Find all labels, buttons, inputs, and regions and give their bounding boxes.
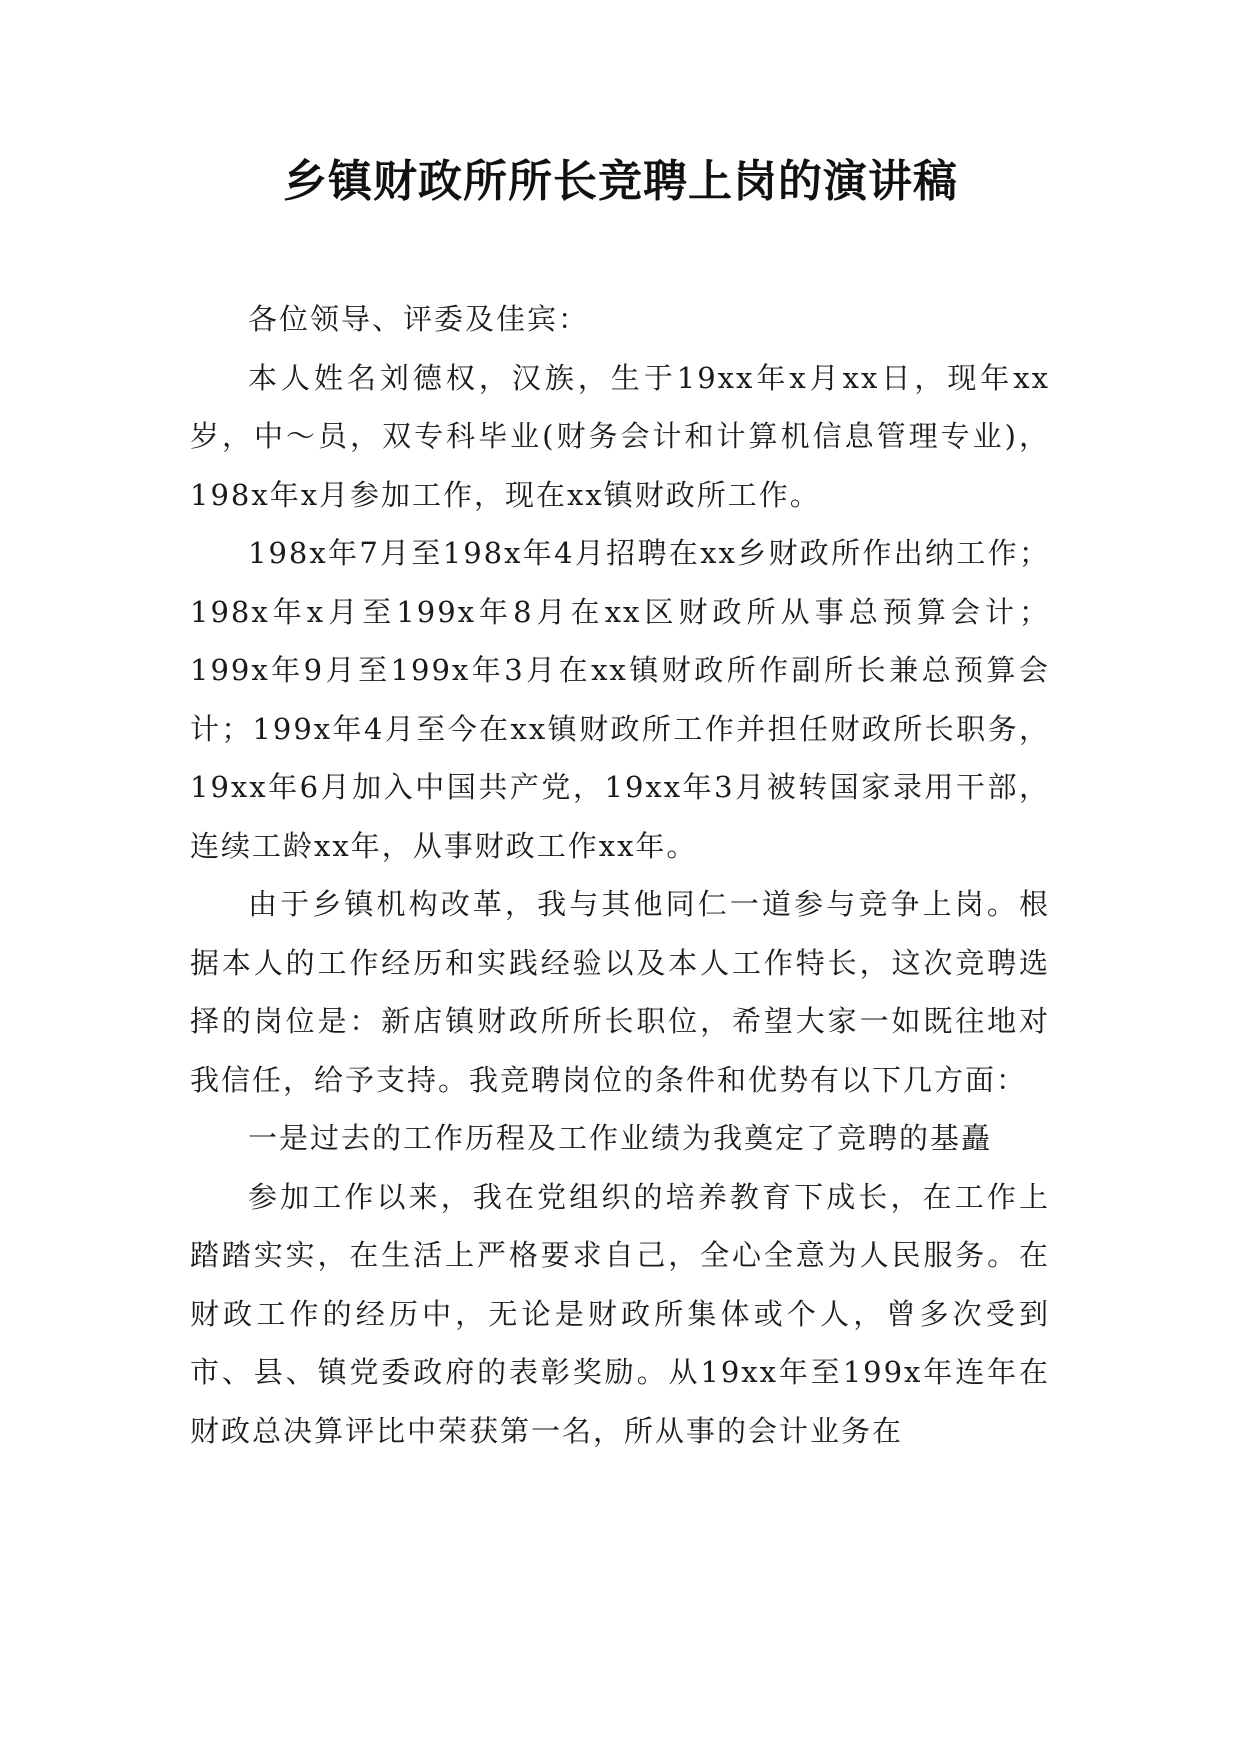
achievements-paragraph: 参加工作以来，我在党组织的培养教育下成长，在工作上踏踏实实，在生活上严格要求自己，全心全意为人民服务。在财政工作的经历中，无论是财政所集体或个人，曾多次受到市、县、镇党委政府的表彰奖励。从19xx年至199x年连年在财政总决算评比中荣获第一名，所从事的会计业务在 — [190, 1179, 1050, 1448]
section-heading-paragraph: 一是过去的工作历程及工作业绩为我奠定了竞聘的基矗 — [248, 1121, 993, 1155]
application-reason-paragraph: 由于乡镇机构改革，我与其他同仁一道参与竞争上岗。根据本人的工作经历和实践经验以及本人工作特长，这次竞聘选择的岗位是：新店镇财政所所长职位，希望大家一如既往地对我信任，给予支持。我竞聘岗位的条件和优势有以下几方面： — [190, 887, 1050, 1097]
salutation-paragraph: 各位领导、评委及佳宾： — [248, 302, 590, 336]
document-body — [190, 290, 1050, 1460]
work-history-paragraph: 198x年7月至198x年4月招聘在xx乡财政所作出纳工作；198x年x月至199x年8月在xx区财政所从事总预算会计；199x年9月至199x年3月在xx镇财政所作副所长兼总预算会计；199x年4月至今在xx镇财政所工作并担任财政所长职务，19xx年6月加入中国共产党，19xx年3月被转国家录用干部，连续工龄xx年，从事财政工作xx年。 — [190, 536, 1050, 863]
document-title: 乡镇财政所所长竞聘上岗的演讲稿 — [283, 156, 958, 207]
personal-info-paragraph: 本人姓名刘德权，汉族，生于19xx年x月xx日，现年xx岁，中～员，双专科毕业(财务会计和计算机信息管理专业)，198x年x月参加工作，现在xx镇财政所工作。 — [190, 360, 1050, 512]
